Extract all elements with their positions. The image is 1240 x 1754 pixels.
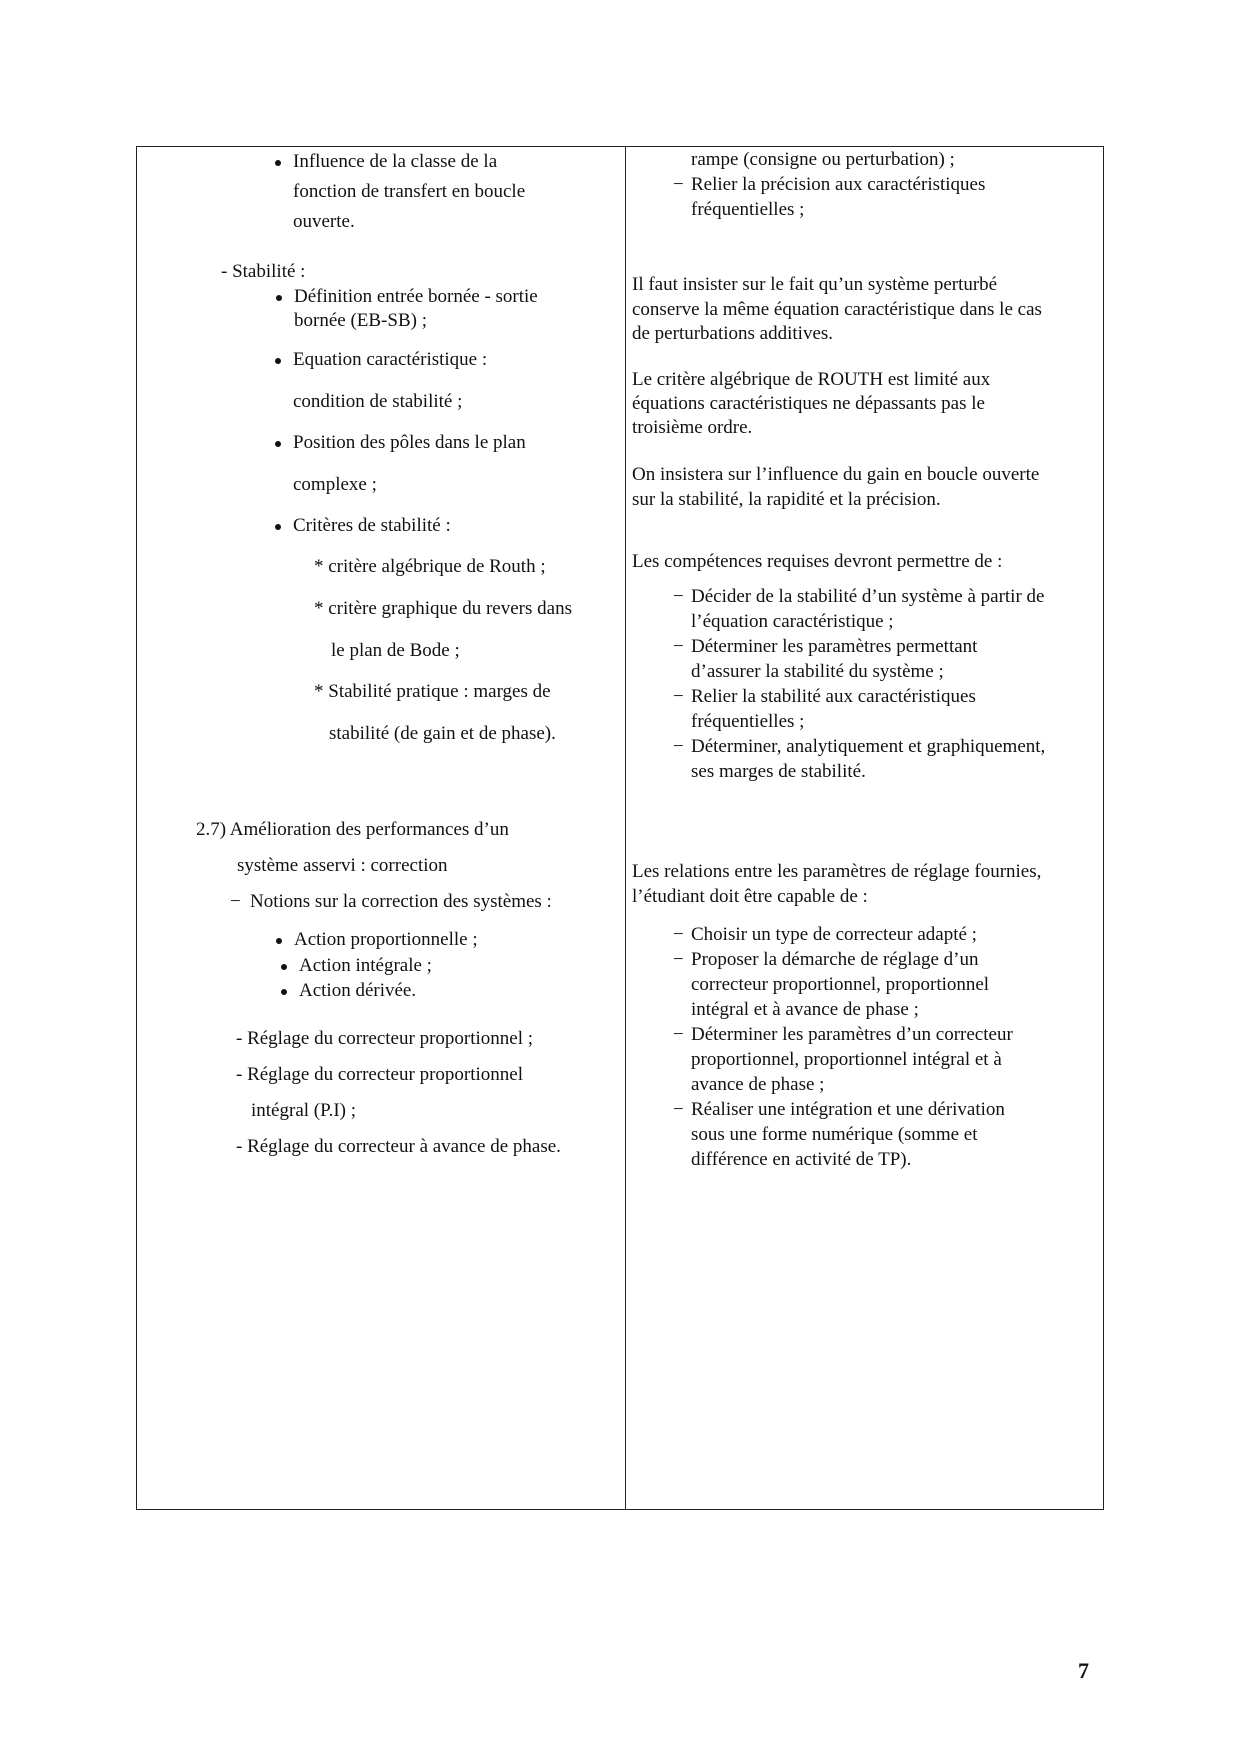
dash-mark: − — [673, 686, 684, 707]
list-item-continued: fréquentielles ; — [691, 711, 805, 732]
paragraph-line: Les compétences requises devront permettre de : — [632, 551, 1003, 572]
list-item: Définition entrée bornée - sortie — [294, 286, 538, 307]
list-item: Déterminer les paramètres d’un correcteur — [691, 1024, 1013, 1045]
page-number: 7 — [1078, 1658, 1089, 1683]
paragraph-line: Il faut insister sur le fait qu’un système perturbé — [632, 274, 998, 295]
list-item: Déterminer les paramètres permettant — [691, 636, 978, 657]
list-item-continued: proportionnel, proportionnel intégral et à — [691, 1049, 1002, 1070]
dash-mark: − — [673, 1099, 684, 1120]
list-item-continued: complexe ; — [293, 474, 377, 495]
list-item: Position des pôles dans le plan — [293, 432, 526, 453]
dash-mark: − — [673, 1024, 684, 1045]
list-item: - Réglage du correcteur proportionnel ; — [236, 1028, 534, 1049]
list-item: Relier la précision aux caractéristiques — [691, 174, 986, 195]
list-item: - Réglage du correcteur proportionnel — [236, 1064, 523, 1085]
section-heading-stabilite: - Stabilité : — [221, 261, 306, 282]
dash-mark: − — [673, 586, 684, 607]
dash-mark: − — [673, 174, 684, 195]
list-item: Proposer la démarche de réglage d’un — [691, 949, 979, 970]
list-item-continued: intégral (P.I) ; — [251, 1100, 357, 1121]
list-item-continued: avance de phase ; — [691, 1074, 825, 1095]
list-item: Déterminer, analytiquement et graphiquement, — [691, 736, 1046, 757]
paragraph-line: conserve la même équation caractéristique dans le cas — [632, 299, 1042, 320]
list-item-continued: bornée (EB-SB) ; — [294, 310, 427, 331]
list-item-continued: l’équation caractéristique ; — [691, 611, 894, 632]
list-item-continued: correcteur proportionnel, proportionnel — [691, 974, 990, 995]
paragraph-line: sur la stabilité, la rapidité et la précision. — [632, 489, 941, 510]
list-item: Equation caractéristique : — [293, 349, 488, 370]
section-heading-2-7: 2.7) Amélioration des performances d’un — [196, 819, 509, 840]
sub-item: * critère graphique du revers dans — [314, 598, 572, 619]
dash-mark: − — [673, 949, 684, 970]
list-item-continued: rampe (consigne ou perturbation) ; — [691, 149, 955, 170]
sub-item: * critère algébrique de Routh ; — [314, 556, 546, 577]
list-item-continued: fonction de transfert en boucle — [293, 181, 526, 202]
list-item-continued: fréquentielles ; — [691, 199, 805, 220]
sub-item: * Stabilité pratique : marges de — [314, 681, 551, 702]
paragraph-line: troisième ordre. — [632, 417, 753, 438]
list-item: Réaliser une intégration et une dérivation — [691, 1099, 1005, 1120]
dash-mark: − — [230, 891, 241, 912]
list-item: Influence de la classe de la — [293, 151, 498, 172]
list-item-continued: ouverte. — [293, 211, 355, 232]
list-item: Relier la stabilité aux caractéristiques — [691, 686, 976, 707]
list-item-continued: sous une forme numérique (somme et — [691, 1124, 978, 1145]
list-item: Décider de la stabilité d’un système à partir de — [691, 586, 1045, 607]
list-item-continued: ses marges de stabilité. — [691, 761, 866, 782]
list-item: Choisir un type de correcteur adapté ; — [691, 924, 977, 945]
paragraph-line: équations caractéristiques ne dépassants pas le — [632, 393, 985, 414]
sub-item-continued: le plan de Bode ; — [331, 640, 460, 661]
dash-mark: − — [673, 736, 684, 757]
list-item-continued: condition de stabilité ; — [293, 391, 463, 412]
list-item: Action intégrale ; — [299, 955, 432, 976]
list-item: Notions sur la correction des systèmes : — [250, 891, 552, 912]
paragraph-line: de perturbations additives. — [632, 323, 834, 344]
list-item: Action dérivée. — [299, 980, 417, 1001]
paragraph-line: On insistera sur l’influence du gain en boucle ouverte — [632, 464, 1040, 485]
paragraph-line: l’étudiant doit être capable de : — [632, 886, 868, 907]
list-item: Critères de stabilité : — [293, 515, 451, 536]
list-item-continued: d’assurer la stabilité du système ; — [691, 661, 944, 682]
sub-item-continued: stabilité (de gain et de phase). — [329, 723, 556, 744]
list-item: Action proportionnelle ; — [294, 929, 478, 950]
list-item-continued: différence en activité de TP). — [691, 1149, 912, 1170]
column-divider — [625, 147, 626, 1509]
paragraph-line: Les relations entre les paramètres de réglage fournies, — [632, 861, 1042, 882]
dash-mark: − — [673, 924, 684, 945]
list-item: - Réglage du correcteur à avance de phase. — [236, 1136, 561, 1157]
list-item-continued: intégral et à avance de phase ; — [691, 999, 919, 1020]
dash-mark: − — [673, 636, 684, 657]
paragraph-line: Le critère algébrique de ROUTH est limité aux — [632, 369, 991, 390]
section-heading-continued: système asservi : correction — [237, 855, 448, 876]
